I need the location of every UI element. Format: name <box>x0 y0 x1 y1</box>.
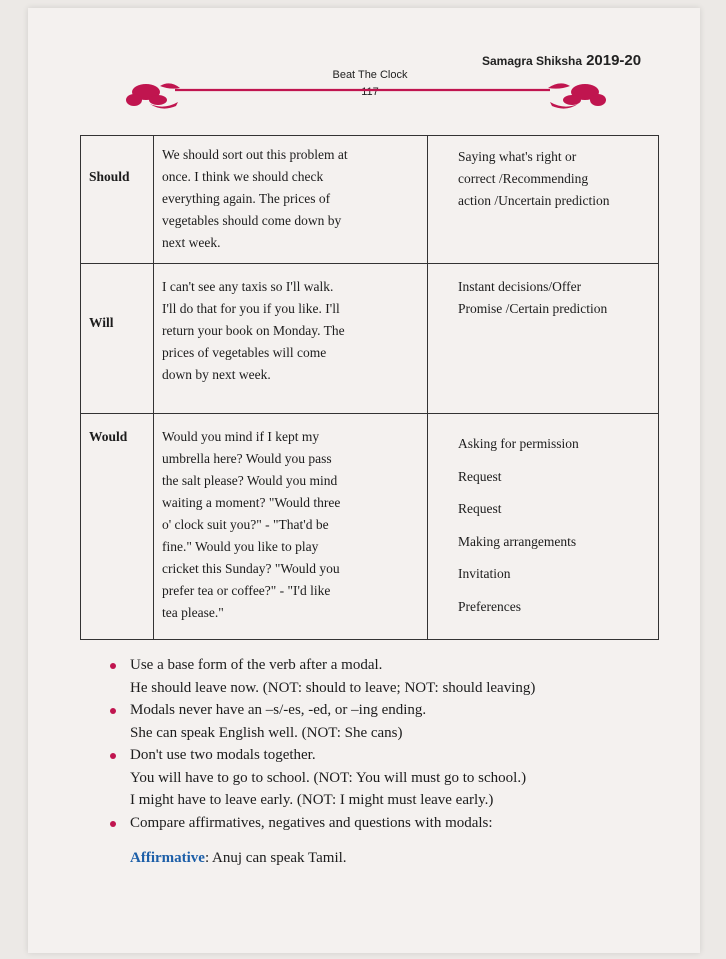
examples-cell <box>154 414 428 640</box>
example-line: fine." Would you like to play <box>162 539 319 554</box>
example-line: everything again. The prices of <box>162 191 331 206</box>
rule-example: She can speak English well. (NOT: She cans) <box>130 724 403 741</box>
affirmative-example <box>130 850 347 867</box>
example-line: the salt please? Would you mind <box>162 473 338 488</box>
example-line: I'll do that for you if you like. I'll <box>162 301 340 316</box>
rule-text: Don't use two modals together. <box>130 747 316 763</box>
modal-name: Will <box>81 264 154 414</box>
page-number: 117 <box>361 86 379 98</box>
rule-example: You will have to go to school. (NOT: You will must go to school.) <box>130 769 527 786</box>
modals-table <box>80 135 659 640</box>
example-line: waiting a moment? "Would three <box>162 495 341 510</box>
use-line: Invitation <box>458 566 511 581</box>
example-line: We should sort out this problem at <box>162 147 348 162</box>
header-ornament <box>120 76 620 112</box>
uses-cell <box>428 136 659 264</box>
example-line: I can't see any taxis so I'll walk. <box>162 279 334 294</box>
bullet-icon <box>110 663 116 669</box>
use-line: Promise /Certain prediction <box>458 301 608 316</box>
brand-name: Samagra Shiksha <box>482 54 583 68</box>
use-line: Asking for permission <box>458 436 579 451</box>
use-line: Making arrangements <box>458 533 577 549</box>
table-row <box>81 264 659 414</box>
example-line: prefer tea or coffee?" - "I'd like <box>162 583 331 598</box>
use-line: Request <box>458 468 502 484</box>
use-line: correct /Recommending <box>458 171 589 186</box>
example-line: umbrella here? Would you pass <box>162 451 332 466</box>
example-line: prices of vegetables will come <box>162 345 327 360</box>
rule-text: Use a base form of the verb after a modal. <box>130 657 383 673</box>
brand-year: 2019-20 <box>586 52 642 69</box>
use-line: Saying what's right or <box>458 149 577 164</box>
use-line: Instant decisions/Offer <box>458 279 582 294</box>
uses-cell <box>428 414 659 640</box>
example-line: Would you mind if I kept my <box>162 429 320 444</box>
example-line: next week. <box>162 235 221 250</box>
affirmative-label: Affirmative <box>130 850 205 866</box>
bullet-icon <box>110 708 116 714</box>
example-line: tea please." <box>162 605 224 620</box>
brand-header <box>482 52 641 69</box>
modal-name: Should <box>81 136 154 264</box>
example-line: once. I think we should check <box>162 169 324 184</box>
book-title: Beat The Clock <box>332 69 408 81</box>
list-item <box>110 812 670 835</box>
rule-text: Compare affirmatives, negatives and questions with modals: <box>130 814 493 831</box>
rule-text: Modals never have an –s/-es, -ed, or –ing ending. <box>130 702 427 718</box>
list-item <box>110 699 670 744</box>
example-line: vegetables should come down by <box>162 213 342 228</box>
list-item <box>110 744 670 812</box>
example-line: cricket this Sunday? "Would you <box>162 561 340 576</box>
rule-example: He should leave now. (NOT: should to leave; NOT: should leaving) <box>130 679 536 696</box>
uses-cell <box>428 264 659 414</box>
table-row <box>81 414 659 640</box>
use-line: Request <box>458 501 502 516</box>
table-row <box>81 136 659 264</box>
modal-name: Would <box>81 414 154 640</box>
list-item <box>110 654 670 699</box>
examples-cell <box>154 136 428 264</box>
rule-example: I might have to leave early. (NOT: I might must leave early.) <box>130 792 494 808</box>
affirmative-sentence: : Anuj can speak Tamil. <box>204 850 347 866</box>
example-line: down by next week. <box>162 367 271 382</box>
use-line: Preferences <box>458 598 521 614</box>
use-line: action /Uncertain prediction <box>458 193 610 208</box>
example-line: return your book on Monday. The <box>162 323 345 338</box>
examples-cell <box>154 264 428 414</box>
bullet-icon <box>110 753 116 759</box>
example-line: o' clock suit you?" - "That'd be <box>162 517 329 532</box>
bullet-icon <box>110 821 116 827</box>
modal-rules-list <box>110 654 670 834</box>
